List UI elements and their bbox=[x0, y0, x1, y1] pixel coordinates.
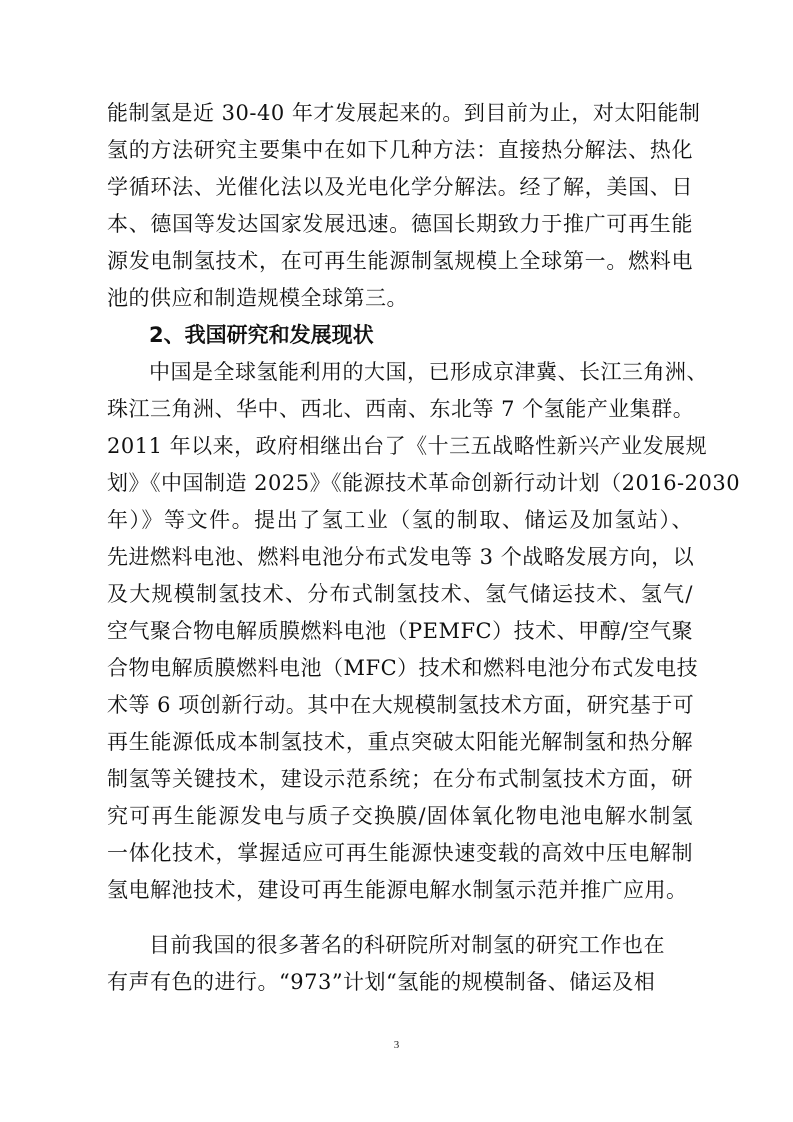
paragraph-2-line-9: 合物电解质膜燃料电池（MFC）技术和燃料电池分布式发电技 bbox=[107, 656, 699, 680]
paragraph-2-line-5: 年）》等文件。提出了氢工业（氢的制取、储运及加氢站）、 bbox=[107, 508, 693, 532]
paragraph-2-line-3: 2011 年以来，政府相继出台了《十三五战略性新兴产业发展规 bbox=[107, 434, 708, 458]
paragraph-2-line-2: 珠江三角洲、华中、西北、西南、东北等 7 个氢能产业集群。 bbox=[107, 397, 695, 421]
paragraph-2-line-11: 再生能源低成本制氢技术，重点突破太阳能光解制氢和热分解 bbox=[107, 730, 693, 754]
paragraph-1-line-6: 池的供应和制造规模全球第三。 bbox=[107, 286, 408, 310]
paragraph-2-line-1: 中国是全球氢能利用的大国，已形成京津冀、长江三角洲、 bbox=[149, 360, 708, 384]
section-heading: 2、我国研究和发展现状 bbox=[149, 323, 374, 347]
paragraph-2-line-13: 究可再生能源发电与质子交换膜/固体氧化物电池电解水制氢 bbox=[107, 804, 693, 828]
paragraph-1-line-5: 源发电制氢技术，在可再生能源制氢规模上全球第一。燃料电 bbox=[107, 249, 693, 273]
paragraph-2-line-10: 术等 6 项创新行动。其中在大规模制氢技术方面，研究基于可 bbox=[107, 693, 695, 717]
paragraph-2-line-12: 制氢等关键技术，建设示范系统；在分布式制氢技术方面，研 bbox=[107, 767, 693, 791]
paragraph-3-line-1: 目前我国的很多著名的科研院所对制氢的研究工作也在 bbox=[149, 933, 665, 957]
paragraph-2-line-14: 一体化技术，掌握适应可再生能源快速变载的高效中压电解制 bbox=[107, 841, 693, 865]
paragraph-1-line-2: 氢的方法研究主要集中在如下几种方法：直接热分解法、热化 bbox=[107, 138, 693, 162]
paragraph-2-line-6: 先进燃料电池、燃料电池分布式发电等 3 个战略发展方向，以 bbox=[107, 545, 695, 569]
paragraph-2-line-15: 氢电解池技术，建设可再生能源电解水制氢示范并推广应用。 bbox=[107, 878, 688, 902]
paragraph-1-line-3: 学循环法、光催化法以及光电化学分解法。经了解，美国、日 bbox=[107, 175, 693, 199]
paragraph-1-line-1: 能制氢是近 30-40 年才发展起来的。到目前为止，对太阳能制 bbox=[107, 101, 701, 125]
paragraph-2-line-7: 及大规模制氢技术、分布式制氢技术、氢气储运技术、氢气/ bbox=[107, 582, 693, 606]
paragraph-2-line-4: 划》《中国制造 2025》《能源技术革命创新行动计划（2016-2030 bbox=[107, 471, 741, 495]
paragraph-2-line-8: 空气聚合物电解质膜燃料电池（PEMFC）技术、甲醇/空气聚 bbox=[107, 619, 694, 643]
paragraph-3-line-2: 有声有色的进行。“973”计划“氢能的规模制备、储运及相 bbox=[107, 970, 656, 994]
paragraph-1-line-4: 本、德国等发达国家发展迅速。德国长期致力于推广可再生能 bbox=[107, 212, 693, 236]
page-number: 3 bbox=[393, 1039, 400, 1051]
